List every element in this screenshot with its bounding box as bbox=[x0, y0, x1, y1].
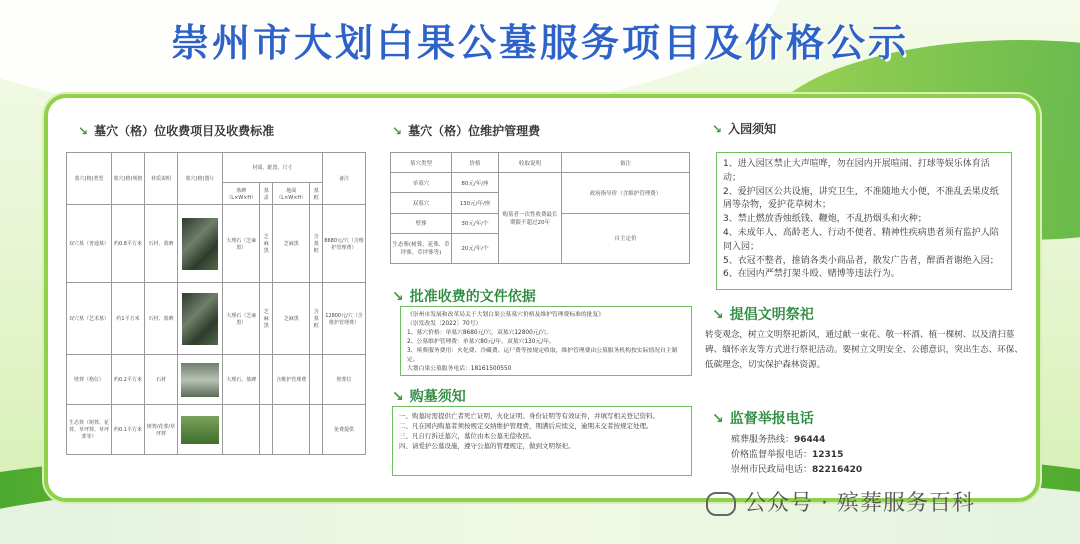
entry-rule: 3、禁止燃放香烛纸钱、鞭炮，不乱扔烟头和火种； bbox=[723, 214, 927, 225]
section-maintenance-heading bbox=[392, 122, 540, 139]
cell-config: 含墓框 bbox=[310, 283, 323, 355]
table-row bbox=[67, 283, 366, 355]
approval-box bbox=[400, 306, 692, 376]
page-title: 崇州市大划白果公墓服务项目及价格公示 bbox=[170, 21, 909, 65]
supervision-item bbox=[731, 448, 862, 463]
mt-price: 20元/年/个 bbox=[452, 233, 499, 263]
supervision-item bbox=[731, 463, 862, 478]
table-row bbox=[67, 355, 366, 405]
section-entry-heading bbox=[712, 120, 776, 137]
entry-rules-box bbox=[716, 152, 1012, 290]
fee-header-material: 材质说明 bbox=[145, 153, 178, 205]
supervision-label: 价格监督举报电话： bbox=[731, 450, 813, 460]
entry-rule: 4、未成年人、高龄老人、行动不便者、精神性疾病患者须有监护人陪同入园； bbox=[723, 227, 999, 252]
cell-config bbox=[260, 405, 273, 455]
cell-type: 壁葬（格位） bbox=[67, 355, 112, 405]
cell-config: 含维护管理费 bbox=[273, 355, 310, 405]
arrow-icon: ↘ bbox=[712, 307, 724, 323]
mt-type: 单墓穴 bbox=[391, 173, 452, 193]
cell-config bbox=[260, 355, 273, 405]
purchase-line: 三、凡自行拆迁墓穴，墓位由本公墓无偿收回。 bbox=[399, 432, 536, 440]
arrow-icon: ↘ bbox=[392, 124, 403, 138]
supervision-label: 殡葬服务热线： bbox=[731, 435, 795, 445]
watermark-text: 公众号 · 殡葬服务百科 bbox=[744, 491, 975, 516]
fee-subheader: 墓碑（L×W×H） bbox=[223, 183, 260, 205]
mt-note: 政府指导价（含维护管理费） bbox=[562, 173, 690, 213]
mt-header: 收取说明 bbox=[499, 153, 562, 173]
cell-config: 芝麻黑 bbox=[273, 205, 310, 283]
cell-config: 芝麻黑 bbox=[273, 283, 310, 355]
mt-price: 130元/年/座 bbox=[452, 193, 499, 213]
cell-config: 芝麻黑 bbox=[260, 283, 273, 355]
cell-config: 大理石、墓碑 bbox=[223, 355, 260, 405]
cell-remark: 8680元/穴（含维护管理费） bbox=[323, 205, 366, 283]
mt-header: 备注 bbox=[562, 153, 690, 173]
civilized-text: 转变观念，树立文明祭祀新风，通过献一束花、敬一杯酒、植一棵树、以及清扫墓碑、缅怀亲友等方式进行祭祀活动。要树立文明安全、公德意识，突出生态、环保、低碳理念，切实保护森林资源。 bbox=[705, 330, 1023, 370]
approval-line: 大划白果公墓服务电话：18161500550 bbox=[407, 366, 512, 372]
purchase-line: 四、请爱护公墓设施，遵守公墓的管理规定，做到文明祭祀。 bbox=[399, 442, 575, 450]
cell-photo bbox=[178, 205, 223, 283]
cell-config bbox=[223, 405, 260, 455]
approval-line: 《崇州市发展和改革局关于大划白果公墓墓穴价格及维护管理费标准的批复》 bbox=[407, 312, 605, 318]
cell-remark: 免费提供 bbox=[323, 405, 366, 455]
arrow-icon: ↘ bbox=[712, 122, 723, 136]
eco-burial-photo bbox=[181, 416, 219, 444]
purchase-line: 二、凡在园内购墓者须按规定交纳维护管理费，期满后应续交，逾期未交者按规定处理。 bbox=[399, 422, 653, 430]
cell-material: 石材、墓碑 bbox=[145, 205, 178, 283]
fee-header-remark: 备注 bbox=[323, 153, 366, 205]
section-title: 购墓须知 bbox=[409, 389, 466, 405]
approval-line: 1、墓穴价格：单墓穴8680元/穴，双墓穴12800元/穴。 bbox=[407, 330, 553, 336]
table-row bbox=[67, 205, 366, 283]
supervision-phone: 82216420 bbox=[812, 465, 863, 475]
cell-photo bbox=[178, 405, 223, 455]
fee-header-spec: 墓穴(格)规格 bbox=[112, 153, 145, 205]
entry-rule: 5、衣冠不整者，推销各类小商品者，散发广告者，醉酒者谢绝入园； bbox=[723, 255, 999, 266]
mt-price: 80元/年/座 bbox=[452, 173, 499, 193]
section-purchase-heading bbox=[392, 386, 466, 406]
section-title: 墓穴（格）位收费项目及收费标准 bbox=[94, 124, 275, 138]
cell-config bbox=[310, 355, 323, 405]
table-row bbox=[391, 173, 690, 193]
wechat-icon bbox=[706, 492, 736, 516]
cell-photo bbox=[178, 283, 223, 355]
cell-remark: 12800元/穴（含维护管理费） bbox=[323, 283, 366, 355]
fee-header-photo: 墓穴(格)图片 bbox=[178, 153, 223, 205]
cell-spec: 约1平方米 bbox=[112, 283, 145, 355]
section-civilized-heading bbox=[712, 304, 814, 324]
section-supervision-heading bbox=[712, 408, 814, 428]
supervision-phone: 12315 bbox=[812, 450, 844, 460]
section-title: 墓穴（格）位维护管理费 bbox=[408, 124, 541, 138]
cell-config: 大理石（芝麻黑） bbox=[223, 283, 260, 355]
cell-spec: 约0.1平方米 bbox=[112, 405, 145, 455]
cell-material: 石材、墓碑 bbox=[145, 283, 178, 355]
section-title: 批准收费的文件依据 bbox=[409, 289, 536, 305]
table-row bbox=[67, 405, 366, 455]
cell-material: 树葬/花葬/草坪葬 bbox=[145, 405, 178, 455]
fee-subheader: 墓框 bbox=[310, 183, 323, 205]
fee-header-type: 墓穴(格)类型 bbox=[67, 153, 112, 205]
fee-subheader: 地面（L×W×H） bbox=[273, 183, 310, 205]
supervision-item bbox=[731, 433, 862, 448]
tomb-photo bbox=[182, 218, 218, 270]
cell-config: 芝麻黑 bbox=[260, 205, 273, 283]
mt-header: 墓穴类型 bbox=[391, 153, 452, 173]
mt-type: 壁葬 bbox=[391, 213, 452, 233]
cell-photo bbox=[178, 355, 223, 405]
tomb-photo bbox=[182, 293, 218, 345]
supervision-list bbox=[731, 433, 862, 478]
mt-note: 自主定价 bbox=[562, 213, 690, 263]
arrow-icon: ↘ bbox=[392, 389, 404, 405]
mt-collect-note: 购墓者一次性收费最长期限不超过20年 bbox=[499, 173, 562, 264]
cell-config: 含墓框 bbox=[310, 205, 323, 283]
cell-config: 大理石（芝麻黑） bbox=[223, 205, 260, 283]
section-title: 入园须知 bbox=[728, 122, 777, 136]
fee-subheader: 墓盖 bbox=[260, 183, 273, 205]
purchase-line: 一、购墓时需提供亡者死亡证明、火化证明、身份证明等有效证件，并填写相关登记资料。 bbox=[399, 412, 659, 420]
cell-config bbox=[273, 405, 310, 455]
cell-spec: 约0.8平方米 bbox=[112, 205, 145, 283]
cell-type: 生态葬（树葬、花葬、草坪葬、草坪葬等） bbox=[67, 405, 112, 455]
supervision-phone: 96444 bbox=[794, 435, 826, 445]
arrow-icon: ↘ bbox=[78, 124, 89, 138]
cell-spec: 约0.2平方米 bbox=[112, 355, 145, 405]
section-fee-items-heading bbox=[78, 122, 274, 139]
mt-type: 生态葬(树葬、花葬、草坪葬、草坪葬等) bbox=[391, 233, 452, 263]
purchase-box bbox=[392, 406, 692, 476]
mt-type: 双墓穴 bbox=[391, 193, 452, 213]
arrow-icon: ↘ bbox=[392, 289, 404, 305]
mt-header: 价格 bbox=[452, 153, 499, 173]
cell-remark: 壁葬位 bbox=[323, 355, 366, 405]
supervision-label: 崇州市民政局电话： bbox=[731, 465, 813, 475]
maintenance-table bbox=[390, 152, 690, 264]
cell-type: 双穴墓（普通墓） bbox=[67, 205, 112, 283]
section-title: 提倡文明祭祀 bbox=[729, 307, 814, 323]
entry-rule: 2、爱护园区公共设施，讲究卫生，不准随地大小便，不准乱丢果皮纸屑等杂物，爱护花草树木； bbox=[723, 186, 999, 211]
section-title: 监督举报电话 bbox=[729, 411, 814, 427]
approval-line: （崇发改发〔2022〕70号） bbox=[407, 321, 482, 327]
cell-config bbox=[310, 405, 323, 455]
mt-price: 30元/年/个 bbox=[452, 213, 499, 233]
fee-table bbox=[66, 152, 366, 455]
arrow-icon: ↘ bbox=[712, 411, 724, 427]
entry-rule: 1、进入园区禁止大声喧哗，勿在园内开展喧闹、打球等娱乐体育活动； bbox=[723, 159, 990, 183]
watermark bbox=[706, 486, 975, 517]
cell-material: 石材 bbox=[145, 355, 178, 405]
wall-niche-photo bbox=[181, 363, 219, 397]
approval-line: 2、公墓维护管理费：单墓穴80元/年，双墓穴130元/年。 bbox=[407, 339, 555, 345]
fee-header-config: 材质、配置、尺寸 bbox=[223, 153, 323, 183]
section-approval-heading bbox=[392, 286, 536, 306]
approval-line: 3、殡葬服务费用：火化费、冷藏费、运尸费等按规定收取，维护管理费由公墓服务机构按实际情况自主制定。 bbox=[407, 348, 678, 363]
cell-type: 双穴墓（艺术墓） bbox=[67, 283, 112, 355]
entry-rule: 6、在园内严禁打架斗殴、赌博等违法行为。 bbox=[723, 269, 900, 280]
